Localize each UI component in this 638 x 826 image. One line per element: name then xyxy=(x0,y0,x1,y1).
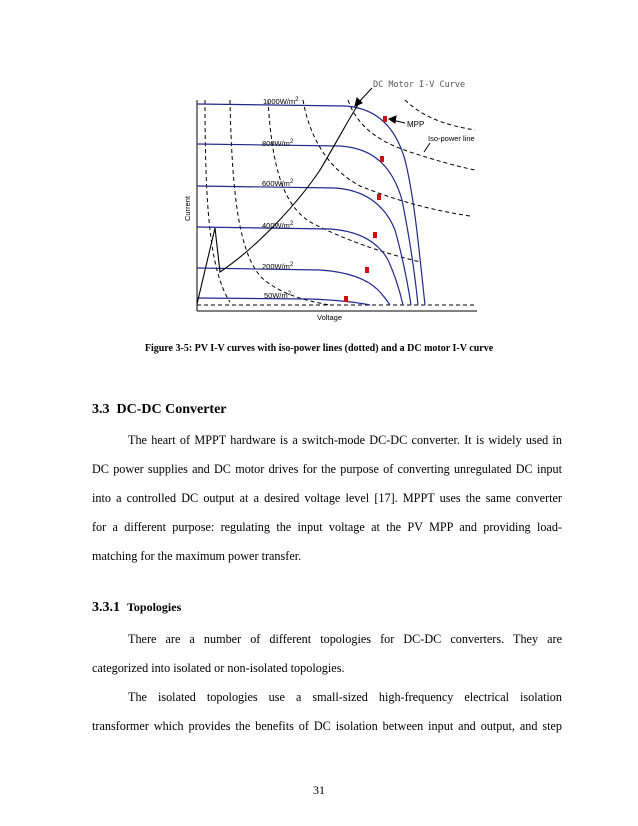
pv-iv-figure xyxy=(0,0,638,330)
iso-power-label: Iso-power line xyxy=(428,134,475,143)
mpp-marker xyxy=(377,194,381,200)
irradiance-label-50: $50W/m^2$ xyxy=(264,291,292,300)
irradiance-label-200: $200W/m^2$ xyxy=(262,262,294,271)
mpp-marker xyxy=(380,156,384,162)
paragraph-line: DC power supplies and DC motor drives for the purpose of converting unregulated DC input xyxy=(92,462,562,476)
figure-title: DC Motor I-V Curve xyxy=(373,80,466,90)
mpp-label: MPP xyxy=(407,120,425,129)
mpp-arrow-head xyxy=(389,116,396,123)
section-paragraph xyxy=(92,426,562,571)
iv-curve-600 xyxy=(197,186,411,305)
iv-curve-800 xyxy=(197,144,418,305)
iv-curve-1000 xyxy=(197,104,425,305)
mpp-markers xyxy=(344,116,387,302)
mpp-marker xyxy=(344,296,348,302)
section-heading xyxy=(92,402,227,418)
paragraph-line: There are a number of different topologies for DC-DC converters. They are xyxy=(128,632,562,646)
iso-power-lines xyxy=(205,100,475,305)
y-axis-label: Current xyxy=(183,195,192,221)
irradiance-label-1000: $1000W/m^2$ xyxy=(263,97,299,106)
paragraph-line: transformer which provides the benefits of DC isolation between input and output, and step xyxy=(92,719,562,733)
paragraph-line: for a different purpose: regulating the input voltage at the PV MPP and providing load- xyxy=(92,520,562,534)
paragraph-line: matching for the maximum power transfer. xyxy=(92,549,302,563)
irradiance-label-400: $400W/m^2$ xyxy=(262,221,294,230)
mpp-marker xyxy=(383,116,387,122)
subsection-heading xyxy=(92,600,181,616)
mpp-marker xyxy=(365,267,369,273)
iso-power-arrow xyxy=(424,143,430,152)
dc-motor-iv-curve xyxy=(197,100,361,304)
subsection-title: Topologies xyxy=(127,600,182,614)
irradiance-label-800: $800W/m^2$ xyxy=(262,139,294,148)
page-number: 31 xyxy=(313,783,325,797)
paragraph-line: The heart of MPPT hardware is a switch-mode DC-DC converter. It is widely used in xyxy=(128,433,562,447)
paragraph-line: categorized into isolated or non-isolated topologies. xyxy=(92,661,345,675)
mpp-marker xyxy=(373,232,377,238)
iso-power-line xyxy=(230,100,330,305)
section-title: DC-DC Converter xyxy=(116,402,227,417)
subsection-paragraph xyxy=(92,625,562,741)
figure-caption: Figure 3-5: PV I-V curves with iso-power lines (dotted) and a DC motor I-V curve xyxy=(144,343,494,354)
paragraph-line: into a controlled DC output at a desired voltage level [17]. MPPT uses the same converter xyxy=(92,491,562,505)
pv-iv-curves xyxy=(197,104,425,305)
paragraph-line: The isolated topologies use a small-sized high-frequency electrical isolation xyxy=(128,690,562,704)
subsection-number: 3.3.1 xyxy=(92,600,120,615)
x-axis-label: Voltage xyxy=(317,313,343,322)
section-number: 3.3 xyxy=(92,402,110,417)
iso-power-line xyxy=(205,100,230,302)
irradiance-label-600: $600W/m^2$ xyxy=(262,179,294,188)
